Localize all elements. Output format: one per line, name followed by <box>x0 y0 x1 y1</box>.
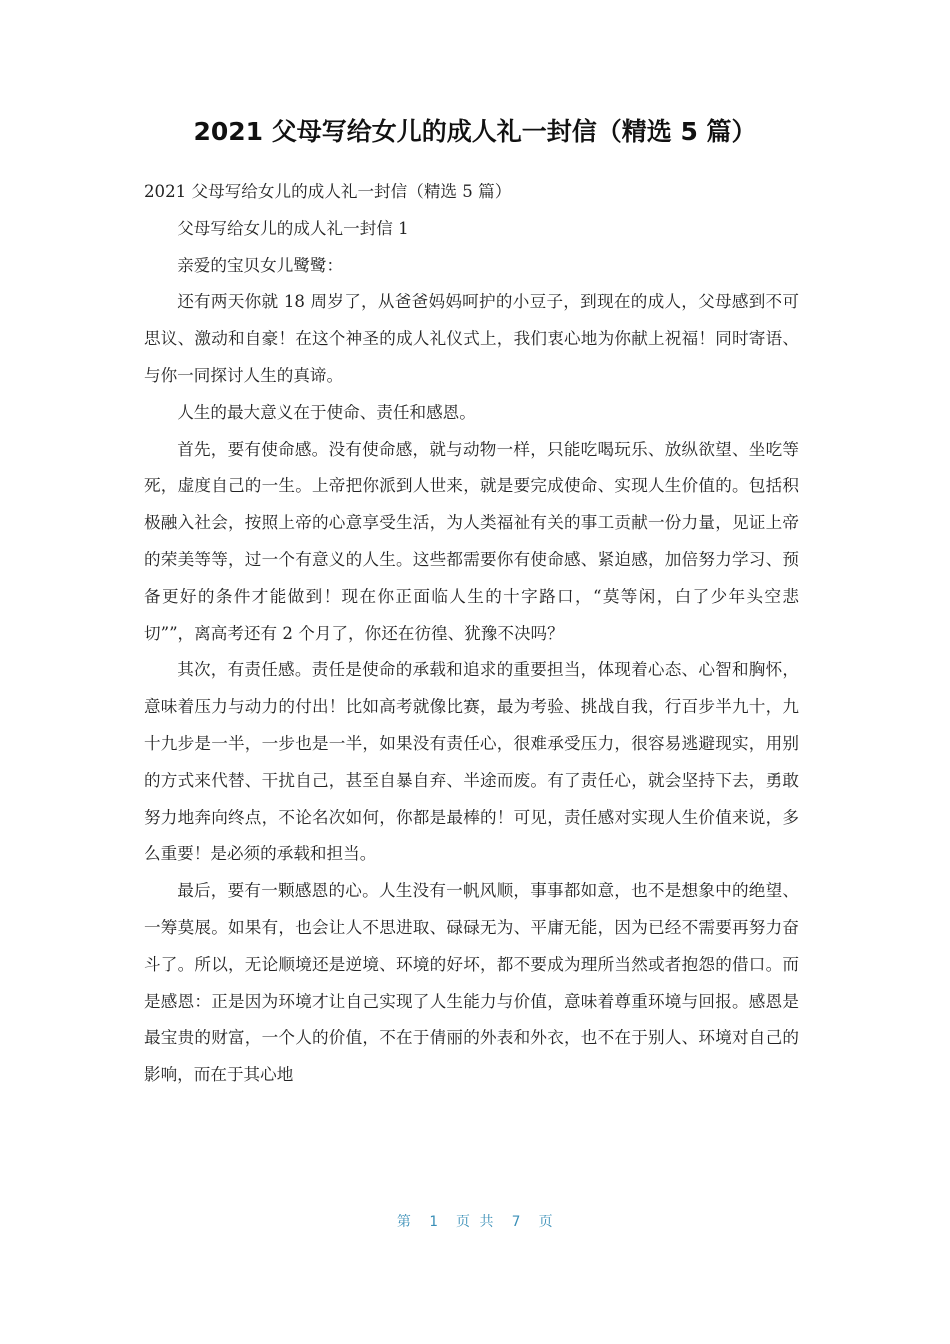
paragraph: 人生的最大意义在于使命、责任和感恩。 <box>177 402 476 422</box>
page-number-footer <box>0 1210 950 1234</box>
paragraph: 亲爱的宝贝女儿鹭鹭： <box>177 255 344 275</box>
page-number-text: 第 1 页 共 7 页 <box>396 1214 554 1230</box>
paragraph: 2021 父母写给女儿的成人礼一封信（精选 5 篇） <box>144 182 512 201</box>
paragraph: 父母写给女儿的成人礼一封信 1 <box>177 218 409 238</box>
paragraph: 首先，要有使命感。没有使命感，就与动物一样，只能吃喝玩乐、放纵欲望、坐吃等死，虚度自己的一生。上帝把你派到人世来，就是要完成使命、实现人生价值的。包括积极融入社会，按照上帝的心意享受生活，为人类福祉有关的事工贡献一份力量，见证上帝的荣美等等，过一个有意义的人生。这些都需要你有使命感、紧迫感，加倍努力学习、预备更好的条件才能做到！现在你正面临人生的十字路口，“莫等闲，白了少年头空悲切””，离高考还有 2 个月了，你还在彷徨、犹豫不决吗？ <box>144 439 799 643</box>
document-body <box>144 174 799 1094</box>
paragraph: 还有两天你就 18 周岁了，从爸爸妈妈呵护的小豆子，到现在的成人，父母感到不可思议、激动和自豪！在这个神圣的成人礼仪式上，我们衷心地为你献上祝福！同时寄语、与你一同探讨人生的真谛。 <box>144 292 799 385</box>
paragraph: 最后，要有一颗感恩的心。人生没有一帆风顺，事事都如意，也不是想象中的绝望、一筹莫展。如果有，也会让人不思进取、碌碌无为、平庸无能，因为已经不需要再努力奋斗了。所以，无论顺境还是逆境、环境的好坏，都不要成为理所当然或者抱怨的借口。而是感恩：正是因为环境才让自己实现了人生能力与价值，意味着尊重环境与回报。感恩是最宝贵的财富，一个人的价值，不在于倩丽的外表和外衣，也不在于别人、环境对自己的影响，而在于其心地 <box>144 881 799 1085</box>
paragraph: 其次，有责任感。责任是使命的承载和追求的重要担当，体现着心态、心智和胸怀，意味着压力与动力的付出！比如高考就像比赛，最为考验、挑战自我，行百步半九十，九十九步是一半，一步也是一半，如果没有责任心，很难承受压力，很容易逃避现实，用别的方式来代替、干扰自己，甚至自暴自弃、半途而废。有了责任心，就会坚持下去，勇敢努力地奔向终点，不论名次如何，你都是最棒的！可见，责任感对实现人生价值来说，多么重要！是必须的承载和担当。 <box>144 660 799 864</box>
document-title: 2021 父母写给女儿的成人礼一封信（精选 5 篇） <box>193 117 757 146</box>
